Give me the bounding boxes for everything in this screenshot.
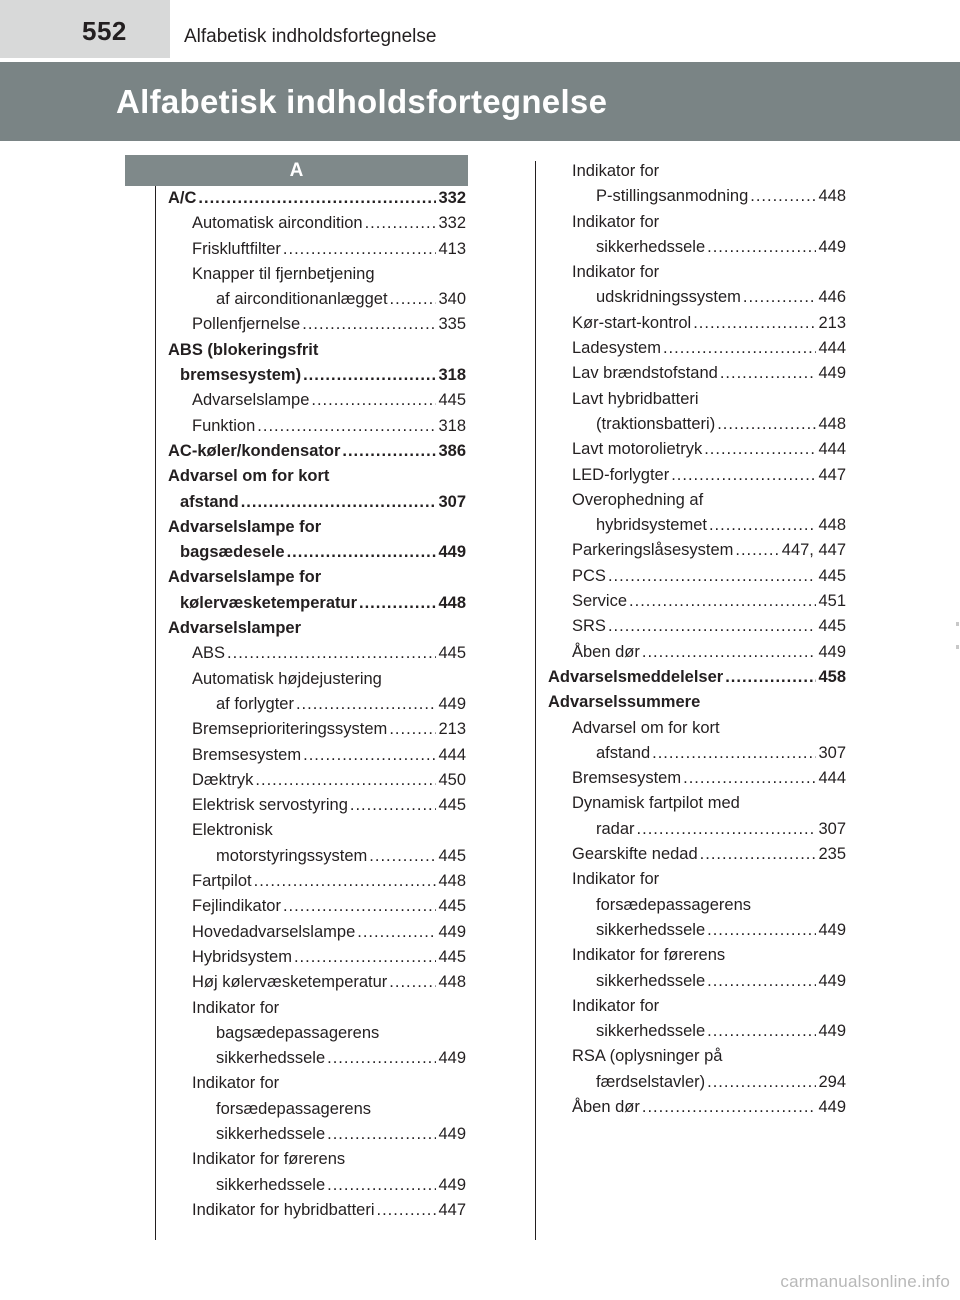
leader-dots <box>311 388 436 413</box>
index-entry-page: 318 <box>438 366 466 385</box>
leader-dots <box>707 235 816 260</box>
index-entry-text: Automatisk aircondition <box>192 214 363 233</box>
index-entry-text: PCS <box>572 566 606 585</box>
index-entry <box>168 1147 466 1172</box>
index-entry <box>168 312 466 337</box>
leader-dots <box>303 363 436 388</box>
index-entry-page: 386 <box>438 441 466 460</box>
index-entry-text: Hybridsystem <box>192 947 292 966</box>
index-entry <box>548 235 846 260</box>
leader-dots <box>743 285 817 310</box>
index-entry-text: AC-køler/kondensator <box>168 441 341 460</box>
index-entry-text: Indikator for førerens <box>192 1150 346 1169</box>
index-entry-page: 448 <box>438 973 466 992</box>
index-entry-text: Lavt hybridbatteri <box>572 389 699 408</box>
leader-dots <box>750 184 816 209</box>
index-entry <box>168 262 466 287</box>
index-entry-text: Advarselslampe for <box>168 517 322 536</box>
leader-dots <box>683 766 816 791</box>
index-entry-text: Elektrisk servostyring <box>192 796 348 815</box>
index-entry-page: 449 <box>818 1097 846 1116</box>
index-entry-text: sikkerhedssele <box>596 920 706 939</box>
index-entry <box>168 1097 466 1122</box>
leader-dots <box>359 591 436 616</box>
index-entry <box>168 1198 466 1223</box>
index-entry-page: 213 <box>438 720 466 739</box>
index-entry-page: 444 <box>818 339 846 358</box>
index-entry-text: Åben dør <box>572 1097 640 1116</box>
index-entry-page: 449 <box>818 642 846 661</box>
index-entry <box>168 1071 466 1096</box>
index-entry <box>548 538 846 563</box>
index-entry-page: 451 <box>818 592 846 611</box>
index-entry-page: 445 <box>438 947 466 966</box>
leader-dots <box>342 439 436 464</box>
index-entry <box>548 766 846 791</box>
index-entry <box>548 210 846 235</box>
index-entry <box>168 793 466 818</box>
index-entry-page: 449 <box>818 971 846 990</box>
leader-dots <box>720 361 817 386</box>
index-entry <box>548 690 846 715</box>
index-entry-page: 445 <box>438 391 466 410</box>
index-entry-text: ABS (blokeringsfrit <box>168 340 319 359</box>
index-entry-text: P-stillingsanmodning <box>596 187 749 206</box>
index-entry-text: kølervæsketemperatur <box>180 593 358 612</box>
leader-dots <box>198 186 436 211</box>
index-entry <box>168 641 466 666</box>
index-entry-text: Knapper til fjernbetjening <box>192 264 375 283</box>
leader-dots <box>608 614 817 639</box>
index-entry-page: 449 <box>818 920 846 939</box>
leader-dots <box>357 920 436 945</box>
index-entry-page: 448 <box>818 414 846 433</box>
index-entry <box>168 388 466 413</box>
index-entry-text: Pollenfjernelse <box>192 315 301 334</box>
index-entry-text: sikkerhedssele <box>216 1124 326 1143</box>
index-entry-text: ABS <box>192 644 226 663</box>
index-entry-text: hybridsystemet <box>596 516 707 535</box>
leader-dots <box>717 412 816 437</box>
index-entry-text: Indikator for <box>572 996 660 1015</box>
header-bar <box>0 0 960 62</box>
index-entry <box>548 361 846 386</box>
index-entry-text: Overophedning af <box>572 490 704 509</box>
index-entry-page: 445 <box>438 897 466 916</box>
index-entry <box>548 564 846 589</box>
index-entry-text: af forlygter <box>216 694 294 713</box>
index-entry-text: sikkerhedssele <box>596 971 706 990</box>
index-entry-text: afstand <box>596 743 651 762</box>
index-entry-text: Friskluftfilter <box>192 239 281 258</box>
index-entry <box>168 287 466 312</box>
leader-dots <box>241 490 437 515</box>
index-entry-text: Service <box>572 592 628 611</box>
index-entry-text: Gearskifte nedad <box>572 845 698 864</box>
index-entry <box>168 743 466 768</box>
index-entry-text: motorstyringssystem <box>216 846 368 865</box>
index-entry <box>548 1095 846 1120</box>
leader-dots <box>303 743 436 768</box>
index-entry <box>168 1173 466 1198</box>
index-entry <box>168 818 466 843</box>
leader-dots <box>296 692 437 717</box>
index-entry-page: 332 <box>438 214 466 233</box>
index-entry-page: 449 <box>818 364 846 383</box>
index-entry <box>168 1122 466 1147</box>
index-entry-page: 449 <box>818 237 846 256</box>
leader-dots <box>257 414 436 439</box>
index-entry-page: 340 <box>438 290 466 309</box>
index-entry <box>168 414 466 439</box>
left-column-rule <box>155 186 156 1240</box>
index-entry-page: 318 <box>438 416 466 435</box>
index-entry-text: Indikator for <box>572 263 660 282</box>
index-entry-text: Åben dør <box>572 642 640 661</box>
index-entry-page: 458 <box>818 667 846 686</box>
index-entry-page: 449 <box>438 1175 466 1194</box>
index-entry-text: sikkerhedssele <box>596 237 706 256</box>
right-column-rule <box>535 161 536 1240</box>
index-entry <box>168 894 466 919</box>
index-entry-text: Advarsel om for kort <box>168 467 330 486</box>
index-entry-page: 444 <box>818 440 846 459</box>
index-entry-text: Kør-start-kontrol <box>572 313 692 332</box>
index-entry-page: 413 <box>438 239 466 258</box>
footer-watermark: carmanualsonline.info <box>780 1272 950 1291</box>
index-entry-text: Indikator for førerens <box>572 946 726 965</box>
index-entry <box>548 1044 846 1069</box>
leader-dots <box>283 894 437 919</box>
leader-dots <box>287 540 437 565</box>
index-entry <box>168 1021 466 1046</box>
index-entry-text: Indikator for <box>572 212 660 231</box>
index-entry <box>548 741 846 766</box>
leader-dots <box>227 641 436 666</box>
leader-dots <box>693 311 816 336</box>
leader-dots <box>707 1019 816 1044</box>
index-entry-text: Fejlindikator <box>192 897 281 916</box>
index-entry <box>168 717 466 742</box>
leader-dots <box>327 1046 436 1071</box>
index-entry <box>548 336 846 361</box>
index-entry <box>548 716 846 741</box>
leader-dots <box>700 842 817 867</box>
index-entry-page: 446 <box>818 288 846 307</box>
index-entry-text: Parkeringslåsesystem <box>572 541 734 560</box>
index-entry <box>168 844 466 869</box>
section-letter-a: A <box>125 155 468 186</box>
index-entry-page: 335 <box>438 315 466 334</box>
index-entry <box>548 969 846 994</box>
leader-dots <box>725 665 816 690</box>
leader-dots <box>707 969 816 994</box>
index-entry-text: Automatisk højdejustering <box>192 669 382 688</box>
index-entry-page: 449 <box>438 1049 466 1068</box>
index-entry-page: 307 <box>818 819 846 838</box>
index-entry <box>548 842 846 867</box>
index-entry-text: Ladesystem <box>572 339 661 358</box>
index-entry-text: SRS <box>572 617 606 636</box>
index-entry-text: forsædepassagerens <box>216 1099 372 1118</box>
leader-dots <box>652 741 816 766</box>
edge-mark <box>956 622 959 626</box>
index-entry-page: 448 <box>818 516 846 535</box>
leader-dots <box>254 869 437 894</box>
index-entry <box>168 237 466 262</box>
index-entry <box>548 665 846 690</box>
index-entry-text: Bremsesystem <box>572 769 682 788</box>
index-entry-page: 448 <box>438 872 466 891</box>
index-entry <box>548 994 846 1019</box>
leader-dots <box>735 538 779 563</box>
index-entry <box>168 945 466 970</box>
leader-dots <box>283 237 437 262</box>
leader-dots <box>255 768 436 793</box>
index-entry <box>168 1046 466 1071</box>
index-entry-page: 449 <box>818 1022 846 1041</box>
index-entry-page: 447 <box>818 465 846 484</box>
index-entry-page: 448 <box>438 593 466 612</box>
index-entry-page: 448 <box>818 187 846 206</box>
index-entry-page: 445 <box>438 846 466 865</box>
index-entry-page: 449 <box>438 922 466 941</box>
index-entry <box>168 211 466 236</box>
leader-dots <box>369 844 436 869</box>
index-entry-text: sikkerhedssele <box>216 1175 326 1194</box>
index-entry-page: 445 <box>818 617 846 636</box>
index-entry <box>168 996 466 1021</box>
leader-dots <box>704 437 816 462</box>
index-entry-page: 444 <box>818 769 846 788</box>
edge-mark <box>956 645 959 649</box>
index-entry <box>168 970 466 995</box>
index-entry-text: sikkerhedssele <box>596 1022 706 1041</box>
index-entry-page: 444 <box>438 745 466 764</box>
index-entry-page: 447 <box>438 1200 466 1219</box>
leader-dots <box>608 564 817 589</box>
index-entry <box>168 439 466 464</box>
index-entry <box>548 311 846 336</box>
index-entry <box>168 464 466 489</box>
index-entry <box>548 260 846 285</box>
index-entry <box>548 285 846 310</box>
leader-dots <box>350 793 437 818</box>
index-entry-page: 235 <box>818 845 846 864</box>
leader-dots <box>707 918 816 943</box>
index-entry-text: sikkerhedssele <box>216 1049 326 1068</box>
index-entry-page: 213 <box>818 313 846 332</box>
index-entry <box>168 490 466 515</box>
index-entry <box>548 589 846 614</box>
index-entry-text: Advarselslamper <box>168 619 301 638</box>
leader-dots <box>327 1173 436 1198</box>
leader-dots <box>663 336 817 361</box>
index-entry-page: 294 <box>818 1072 846 1091</box>
index-entry-text: Advarsel om for kort <box>572 718 720 737</box>
index-entry <box>548 463 846 488</box>
index-entry <box>168 515 466 540</box>
index-entry-page: 449 <box>438 543 466 562</box>
index-entry-text: forsædepassagerens <box>596 895 752 914</box>
index-entry <box>548 1019 846 1044</box>
index-entry <box>168 667 466 692</box>
index-entry-text: Indikator for <box>192 1074 280 1093</box>
index-entry <box>548 1070 846 1095</box>
index-entry-text: afstand <box>180 492 239 511</box>
index-entry-page: 307 <box>438 492 466 511</box>
index-entry-text: Lavt motorolietryk <box>572 440 703 459</box>
index-entry-text: RSA (oplysninger på <box>572 1047 723 1066</box>
index-entry-text: Advarselssummere <box>548 693 701 712</box>
index-entry <box>548 159 846 184</box>
index-entry <box>548 918 846 943</box>
index-entry-page: 450 <box>438 770 466 789</box>
index-entry <box>548 184 846 209</box>
index-entry-text: bagsædepassagerens <box>216 1023 380 1042</box>
index-entry-text: (traktionsbatteri) <box>596 414 716 433</box>
index-entry <box>548 943 846 968</box>
index-entry <box>168 186 466 211</box>
leader-dots <box>642 640 817 665</box>
index-entry-text: færdselstavler) <box>596 1072 706 1091</box>
leader-dots <box>302 312 436 337</box>
index-entry-text: Elektronisk <box>192 821 273 840</box>
index-entry-text: A/C <box>168 189 197 207</box>
index-entry-text: Dynamisk fartpilot med <box>572 794 740 813</box>
index-entry-text: Hovedadvarselslampe <box>192 922 356 941</box>
index-entry <box>168 565 466 590</box>
index-entry-page: 449 <box>438 1124 466 1143</box>
index-entry <box>168 768 466 793</box>
index-entry <box>548 387 846 412</box>
index-entry-text: Dæktryk <box>192 770 254 789</box>
index-entry-text: Funktion <box>192 416 256 435</box>
index-entry <box>168 363 466 388</box>
index-entry-text: Lav brændstofstand <box>572 364 718 383</box>
leader-dots <box>377 1198 437 1223</box>
page-number: 552 <box>82 16 127 46</box>
index-entry <box>548 412 846 437</box>
index-entry-text: Advarselsmeddelelser <box>548 667 724 686</box>
index-entry <box>548 893 846 918</box>
index-entry-text: Høj kølervæsketemperatur <box>192 973 388 992</box>
index-entry <box>168 692 466 717</box>
index-entry <box>168 540 466 565</box>
index-entry <box>168 338 466 363</box>
index-entry <box>548 513 846 538</box>
index-entry-text: bremsesystem) <box>180 366 302 385</box>
index-entry-text: af airconditionanlægget <box>216 290 388 309</box>
page-title: Alfabetisk indholdsfortegnelse <box>116 83 608 120</box>
leader-dots <box>327 1122 436 1147</box>
leader-dots <box>709 513 817 538</box>
index-entry-text: Indikator for <box>572 162 660 180</box>
index-entry <box>168 920 466 945</box>
index-entry <box>168 869 466 894</box>
running-title: Alfabetisk indholdsfortegnelse <box>184 26 437 47</box>
index-entry-text: LED-forlygter <box>572 465 670 484</box>
index-entry-text: radar <box>596 819 635 838</box>
index-entry <box>548 614 846 639</box>
left-index-column <box>168 186 466 1223</box>
index-entry-text: Bremseprioriteringssystem <box>192 720 388 739</box>
index-entry-page: 445 <box>438 644 466 663</box>
index-entry-text: Advarselslampe for <box>168 568 322 587</box>
leader-dots <box>294 945 437 970</box>
index-entry <box>548 437 846 462</box>
index-entry <box>548 867 846 892</box>
leader-dots <box>389 717 436 742</box>
index-entry <box>548 817 846 842</box>
index-entry-text: udskridningssystem <box>596 288 741 307</box>
leader-dots <box>671 463 816 488</box>
index-entry <box>168 591 466 616</box>
leader-dots <box>389 970 436 995</box>
index-entry <box>548 791 846 816</box>
index-entry-page: 307 <box>818 743 846 762</box>
index-entry <box>548 488 846 513</box>
index-entry <box>168 616 466 641</box>
index-entry-page: 447, 447 <box>781 541 846 560</box>
leader-dots <box>365 211 437 236</box>
leader-dots <box>637 817 817 842</box>
index-entry-text: Fartpilot <box>192 872 252 891</box>
index-entry <box>548 640 846 665</box>
index-entry-text: Advarselslampe <box>192 391 310 410</box>
index-entry-page: 445 <box>438 796 466 815</box>
leader-dots <box>642 1095 817 1120</box>
index-entry-text: Indikator for hybridbatteri <box>192 1200 375 1219</box>
index-entry-page: 445 <box>818 566 846 585</box>
leader-dots <box>390 287 437 312</box>
index-entry-page: 449 <box>438 694 466 713</box>
index-entry-page: 332 <box>438 189 466 207</box>
leader-dots <box>629 589 816 614</box>
index-entry-text: Indikator for <box>192 998 280 1017</box>
index-entry-text: bagsædesele <box>180 543 285 562</box>
right-index-column <box>548 159 846 1120</box>
index-entry-text: Indikator for <box>572 870 660 889</box>
leader-dots <box>707 1070 816 1095</box>
index-entry-text: Bremsesystem <box>192 745 302 764</box>
